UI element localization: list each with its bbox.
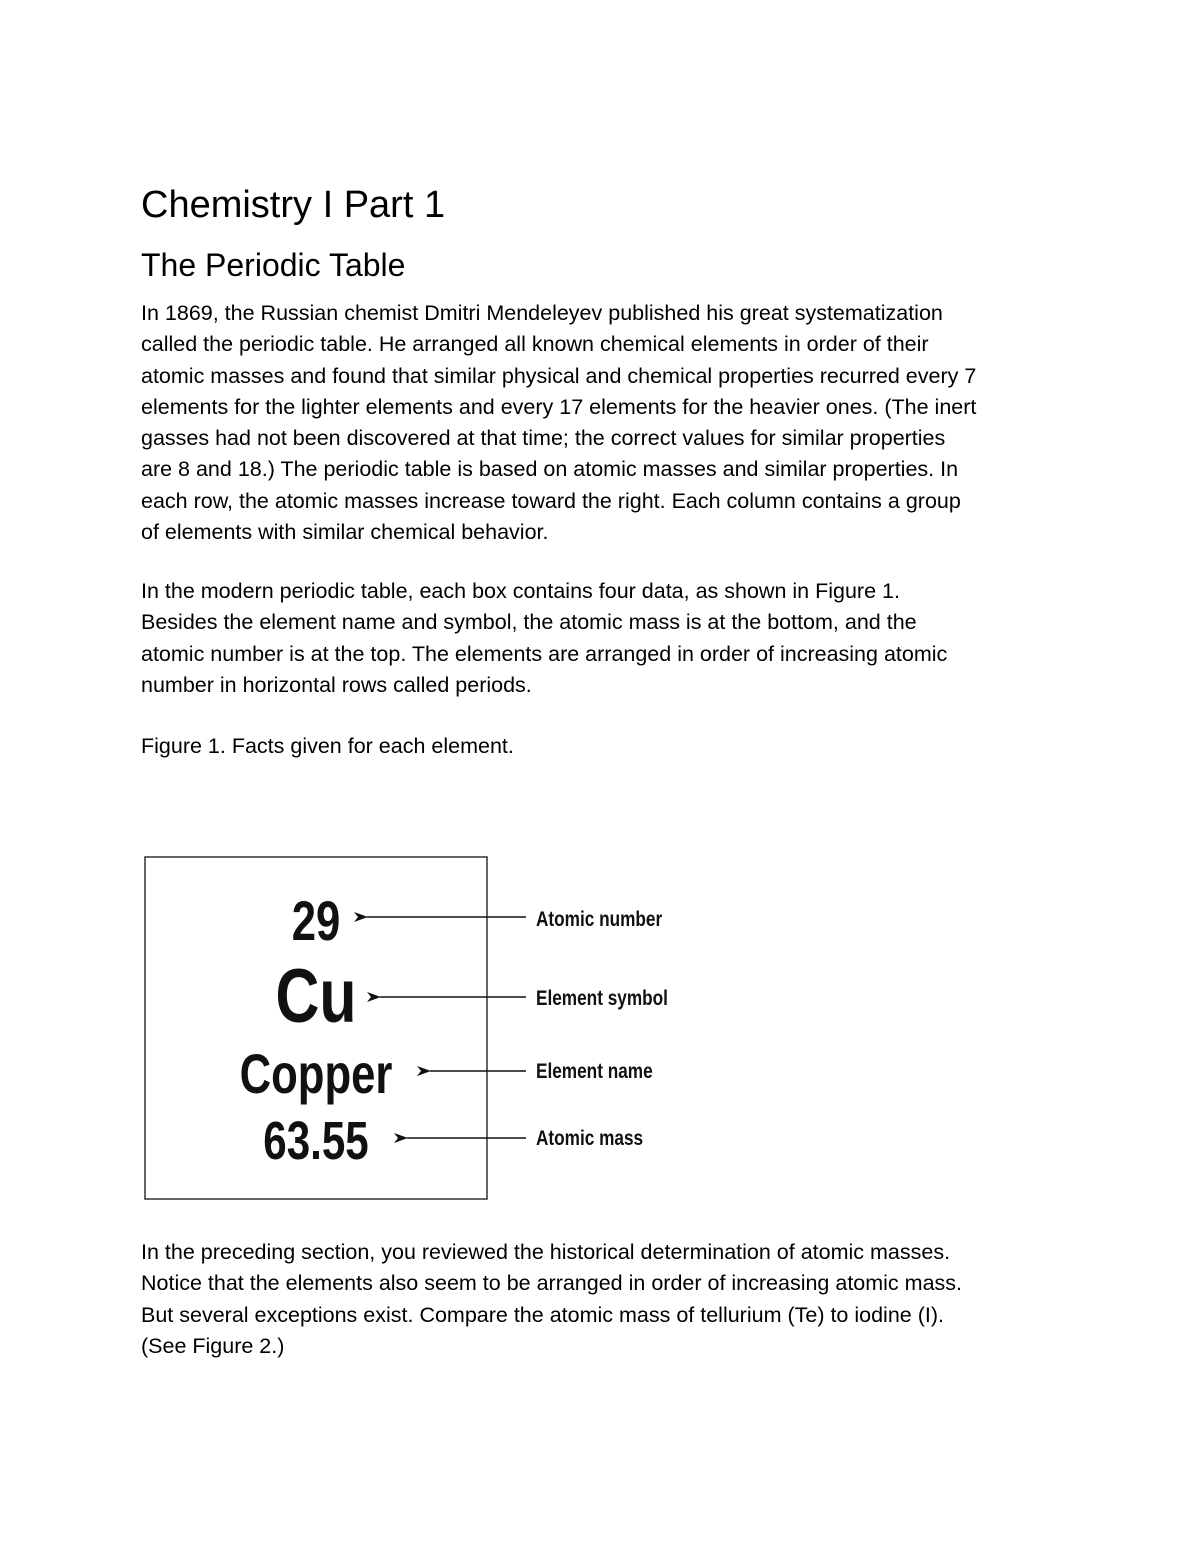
text-line: In the preceding section, you reviewed the historical determination of atomic masses. bbox=[141, 1240, 951, 1264]
element-name-label: Element name bbox=[536, 1060, 653, 1084]
text-line: gasses had not been discovered at that time; the correct values for similar properties bbox=[141, 426, 946, 451]
atomic-mass-label: Atomic mass bbox=[536, 1127, 644, 1151]
text-line: atomic masses and found that similar physical and chemical properties recurred every 7 bbox=[141, 363, 977, 388]
paragraph-exceptions bbox=[141, 1237, 962, 1362]
text-line: atomic number is at the top. The elements are arranged in order of increasing atomic bbox=[141, 641, 948, 666]
text-line: elements for the lighter elements and every 17 elements for the heavier ones. (The inert bbox=[141, 394, 977, 419]
text-line: (See Figure 2.) bbox=[141, 1333, 285, 1358]
text-line: number in horizontal rows called periods. bbox=[141, 672, 532, 697]
element-symbol-value: Cu bbox=[275, 953, 357, 1039]
paragraph-modern-table bbox=[141, 576, 947, 701]
atomic-mass-value: 63.55 bbox=[263, 1111, 369, 1172]
paragraph-intro bbox=[141, 298, 976, 548]
text-line: In 1869, the Russian chemist Dmitri Mendeleyev published his great systematization bbox=[141, 301, 943, 325]
section-heading: The Periodic Table bbox=[141, 247, 406, 283]
text-line: In the modern periodic table, each box contains four data, as shown in Figure 1. bbox=[141, 579, 900, 603]
figure-caption bbox=[141, 731, 514, 762]
atomic-number-value: 29 bbox=[291, 889, 341, 953]
text-line: are 8 and 18.) The periodic table is based on atomic masses and similar properties. In bbox=[141, 457, 959, 482]
caption-text: Figure 1. Facts given for each element. bbox=[141, 734, 514, 758]
text-line: Notice that the elements also seem to be arranged in order of increasing atomic mass. bbox=[141, 1271, 962, 1296]
text-line: Besides the element name and symbol, the atomic mass is at the bottom, and the bbox=[141, 610, 917, 635]
text-line: of elements with similar chemical behavior. bbox=[141, 520, 549, 545]
text-line: But several exceptions exist. Compare the atomic mass of tellurium (Te) to iodine (I). bbox=[141, 1302, 944, 1327]
element-symbol-label: Element symbol bbox=[536, 987, 668, 1011]
text-line: called the periodic table. He arranged all known chemical elements in order of their bbox=[141, 332, 929, 357]
element-box bbox=[145, 857, 487, 1199]
atomic-number-label: Atomic number bbox=[536, 908, 663, 932]
element-name-value: Copper bbox=[239, 1042, 393, 1106]
text-line: each row, the atomic masses increase toward the right. Each column contains a group bbox=[141, 488, 961, 513]
document-title: Chemistry I Part 1 bbox=[141, 184, 446, 226]
